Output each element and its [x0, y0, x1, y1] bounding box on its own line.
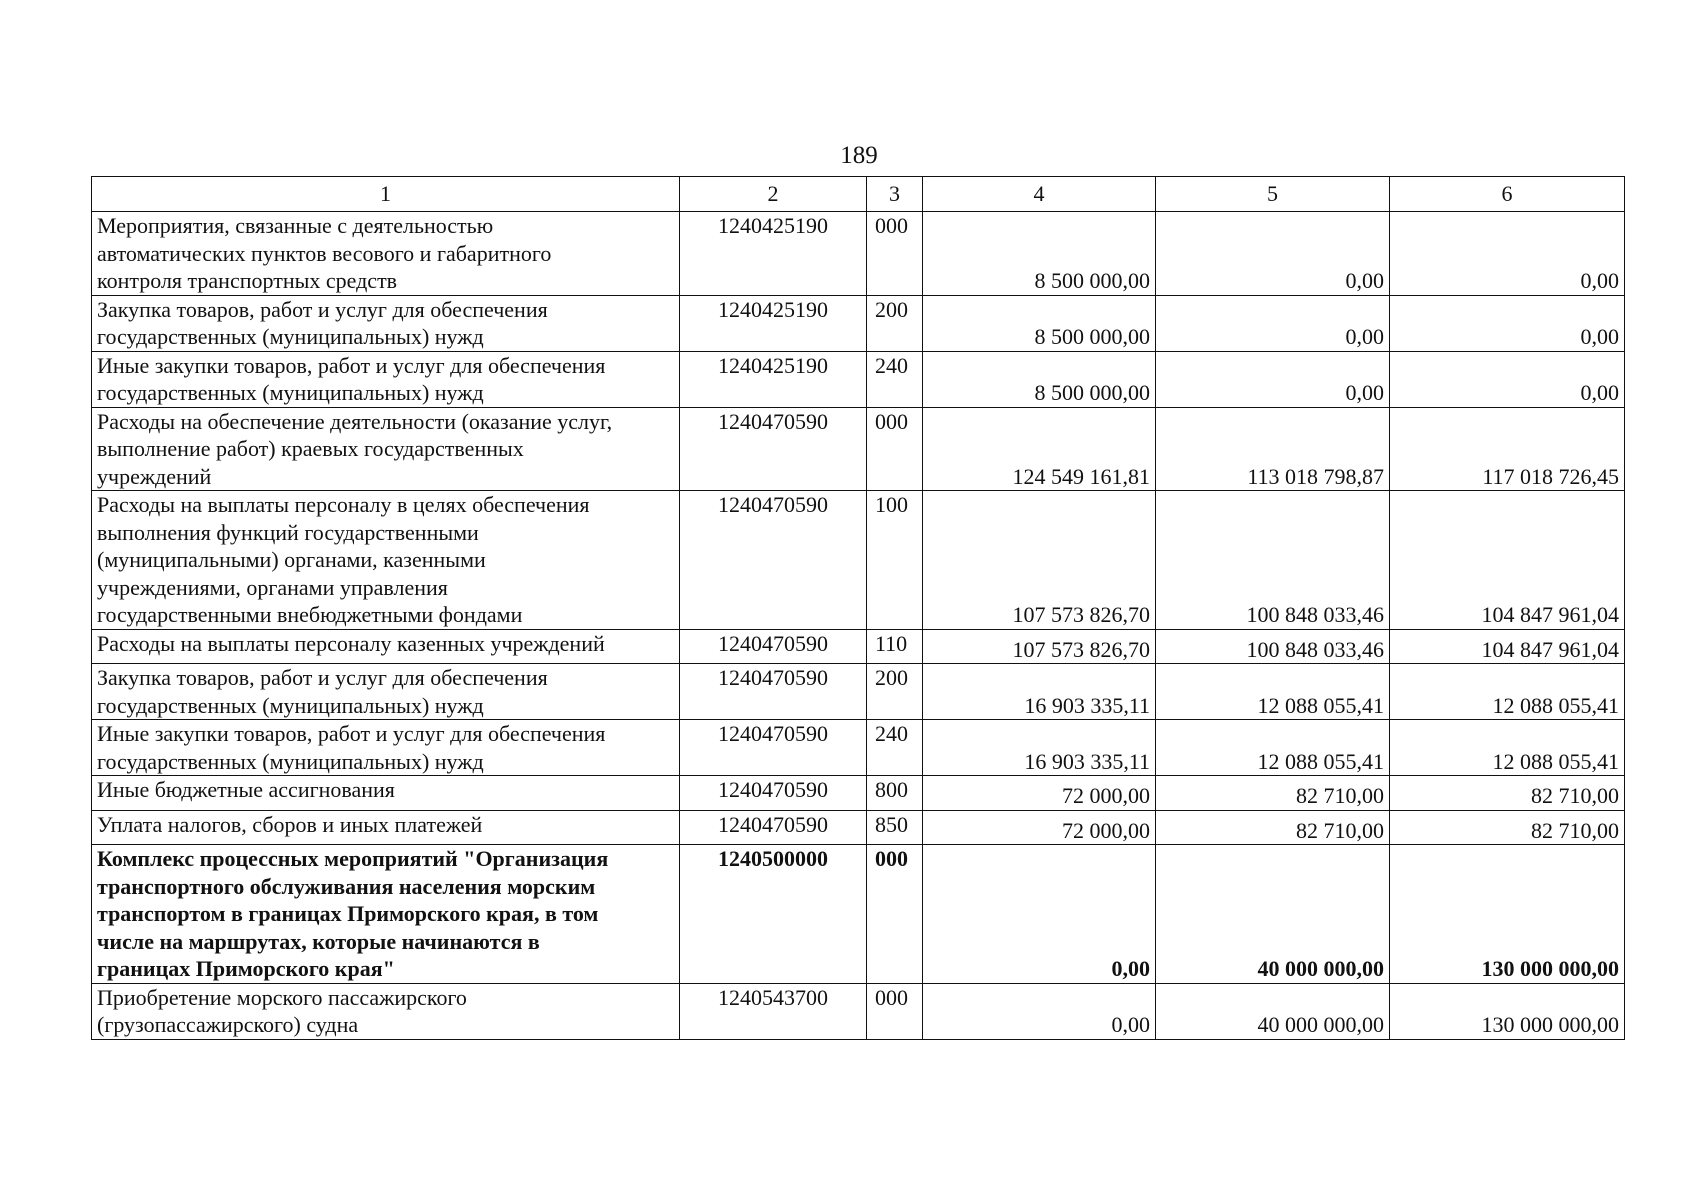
- amount-col4-cell: 72 000,00: [923, 810, 1156, 845]
- expense-name-line: Закупка товаров, работ и услуг для обеспечения: [97, 665, 548, 690]
- table-row: [92, 776, 1625, 811]
- amount-col5-cell: 82 710,00: [1156, 776, 1390, 811]
- expense-name-line: выполнения функций государственными: [97, 519, 479, 545]
- amount-col5-cell: 40 000 000,00: [1156, 845, 1390, 984]
- expense-name-line: учреждениями, органами управления: [97, 574, 448, 600]
- expense-name-cell: [92, 810, 680, 845]
- table-row: [92, 664, 1625, 720]
- table-row: [92, 491, 1625, 630]
- expense-type-code-cell: 200: [867, 295, 923, 351]
- target-article-code-cell: 1240470590: [680, 776, 867, 811]
- expense-name-line: контроля транспортных средств: [97, 268, 398, 293]
- expense-type-code-cell: 850: [867, 810, 923, 845]
- expense-name-cell: [92, 351, 680, 407]
- amount-col6-cell: 0,00: [1390, 295, 1625, 351]
- table-row: [92, 351, 1625, 407]
- amount-col5-cell: 12 088 055,41: [1156, 664, 1390, 720]
- expense-type-code-cell: 100: [867, 491, 923, 630]
- column-header: 1: [92, 177, 680, 212]
- table-row: [92, 407, 1625, 491]
- amount-col5-cell: 0,00: [1156, 351, 1390, 407]
- amount-col6-cell: 82 710,00: [1390, 810, 1625, 845]
- target-article-code-cell: 1240470590: [680, 664, 867, 720]
- table-row: [92, 983, 1625, 1039]
- table-row: [92, 295, 1625, 351]
- column-header: 4: [923, 177, 1156, 212]
- expense-name-line: Приобретение морского пассажирского: [97, 984, 467, 1010]
- expense-name-cell: [92, 845, 680, 984]
- target-article-code-cell: 1240470590: [680, 810, 867, 845]
- expense-name-line: государственных (муниципальных) нужд: [97, 692, 484, 718]
- amount-col6-cell: 130 000 000,00: [1390, 983, 1625, 1039]
- expense-name-line: государственными внебюджетными фондами: [97, 602, 523, 627]
- page-number: 189: [840, 142, 878, 169]
- budget-table: [91, 176, 1625, 1040]
- expense-name-line: Иные закупки товаров, работ и услуг для обеспечения: [97, 352, 606, 378]
- expense-name-cell: [92, 776, 680, 811]
- expense-type-code-cell: 000: [867, 845, 923, 984]
- expense-name-line: (муниципальными) органами, казенными: [97, 547, 486, 572]
- amount-col5-cell: 0,00: [1156, 212, 1390, 296]
- table-row: [92, 810, 1625, 845]
- table-row: [92, 212, 1625, 296]
- amount-col6-cell: 0,00: [1390, 351, 1625, 407]
- expense-name-cell: [92, 407, 680, 491]
- amount-col5-cell: 82 710,00: [1156, 810, 1390, 845]
- expense-type-code-cell: 110: [867, 629, 923, 664]
- expense-name-line: выполнение работ) краевых государственных: [97, 436, 524, 461]
- target-article-code-cell: 1240543700: [680, 983, 867, 1039]
- column-header: 5: [1156, 177, 1390, 212]
- expense-name-line: Расходы на выплаты персоналу в целях обеспечения: [97, 492, 590, 517]
- expense-name-line: числе на маршрутах, которые начинаются в: [97, 928, 540, 954]
- table-body: [92, 177, 1625, 1040]
- expense-type-code-cell: 200: [867, 664, 923, 720]
- table-row: [92, 720, 1625, 776]
- target-article-code-cell: 1240425190: [680, 212, 867, 296]
- amount-col5-cell: 100 848 033,46: [1156, 491, 1390, 630]
- expense-name-line: Расходы на выплаты персоналу казенных учреждений: [97, 630, 605, 656]
- target-article-code-cell: 1240500000: [680, 845, 867, 984]
- expense-name-line: транспортом в границах Приморского края, в том: [97, 901, 599, 926]
- column-number-header-row: [92, 177, 1625, 212]
- expense-name-line: государственных (муниципальных) нужд: [97, 748, 484, 774]
- expense-name-line: государственных (муниципальных) нужд: [97, 380, 484, 405]
- amount-col5-cell: 113 018 798,87: [1156, 407, 1390, 491]
- expense-name-cell: [92, 983, 680, 1039]
- amount-col4-cell: 8 500 000,00: [923, 212, 1156, 296]
- amount-col4-cell: 0,00: [923, 845, 1156, 984]
- expense-name-line: учреждений: [97, 463, 212, 489]
- expense-type-code-cell: 800: [867, 776, 923, 811]
- amount-col5-cell: 12 088 055,41: [1156, 720, 1390, 776]
- amount-col4-cell: 16 903 335,11: [923, 664, 1156, 720]
- expense-name-line: автоматических пунктов весового и габаритного: [97, 240, 552, 266]
- expense-type-code-cell: 240: [867, 351, 923, 407]
- target-article-code-cell: 1240425190: [680, 351, 867, 407]
- expense-name-line: Комплекс процессных мероприятий "Организация: [97, 846, 609, 871]
- expense-name-cell: [92, 629, 680, 664]
- expense-type-code-cell: 000: [867, 212, 923, 296]
- column-header: 6: [1390, 177, 1625, 212]
- amount-col4-cell: 16 903 335,11: [923, 720, 1156, 776]
- amount-col4-cell: 107 573 826,70: [923, 491, 1156, 630]
- amount-col4-cell: 8 500 000,00: [923, 295, 1156, 351]
- expense-name-line: (грузопассажирского) судна: [97, 1012, 359, 1037]
- expense-type-code-cell: 000: [867, 983, 923, 1039]
- expense-name-line: Иные бюджетные ассигнования: [97, 777, 395, 802]
- expense-name-line: Мероприятия, связанные с деятельностью: [97, 213, 494, 238]
- amount-col6-cell: 82 710,00: [1390, 776, 1625, 811]
- expense-name-line: Расходы на обеспечение деятельности (оказание услуг,: [97, 408, 613, 434]
- amount-col6-cell: 104 847 961,04: [1390, 629, 1625, 664]
- amount-col4-cell: 107 573 826,70: [923, 629, 1156, 664]
- amount-col5-cell: 40 000 000,00: [1156, 983, 1390, 1039]
- expense-name-line: Уплата налогов, сборов и иных платежей: [97, 811, 483, 837]
- amount-col6-cell: 0,00: [1390, 212, 1625, 296]
- amount-col6-cell: 117 018 726,45: [1390, 407, 1625, 491]
- expense-type-code-cell: 000: [867, 407, 923, 491]
- amount-col4-cell: 0,00: [923, 983, 1156, 1039]
- amount-col6-cell: 130 000 000,00: [1390, 845, 1625, 984]
- amount-col5-cell: 0,00: [1156, 295, 1390, 351]
- amount-col4-cell: 72 000,00: [923, 776, 1156, 811]
- expense-name-line: границах Приморского края": [97, 956, 395, 981]
- target-article-code-cell: 1240470590: [680, 491, 867, 630]
- expense-name-line: транспортного обслуживания населения морским: [97, 873, 596, 899]
- amount-col6-cell: 12 088 055,41: [1390, 664, 1625, 720]
- expense-name-cell: [92, 664, 680, 720]
- target-article-code-cell: 1240470590: [680, 407, 867, 491]
- expense-name-cell: [92, 720, 680, 776]
- column-header: 2: [680, 177, 867, 212]
- column-header: 3: [867, 177, 923, 212]
- table-row: [92, 629, 1625, 664]
- amount-col4-cell: 124 549 161,81: [923, 407, 1156, 491]
- target-article-code-cell: 1240470590: [680, 720, 867, 776]
- amount-col5-cell: 100 848 033,46: [1156, 629, 1390, 664]
- expense-name-cell: [92, 295, 680, 351]
- expense-name-cell: [92, 212, 680, 296]
- amount-col6-cell: 12 088 055,41: [1390, 720, 1625, 776]
- expense-type-code-cell: 240: [867, 720, 923, 776]
- table-row: [92, 845, 1625, 984]
- expense-name-line: Закупка товаров, работ и услуг для обеспечения: [97, 296, 548, 322]
- expense-name-line: государственных (муниципальных) нужд: [97, 324, 484, 349]
- amount-col6-cell: 104 847 961,04: [1390, 491, 1625, 630]
- expense-name-cell: [92, 491, 680, 630]
- target-article-code-cell: 1240470590: [680, 629, 867, 664]
- expense-name-line: Иные закупки товаров, работ и услуг для обеспечения: [97, 721, 606, 746]
- amount-col4-cell: 8 500 000,00: [923, 351, 1156, 407]
- target-article-code-cell: 1240425190: [680, 295, 867, 351]
